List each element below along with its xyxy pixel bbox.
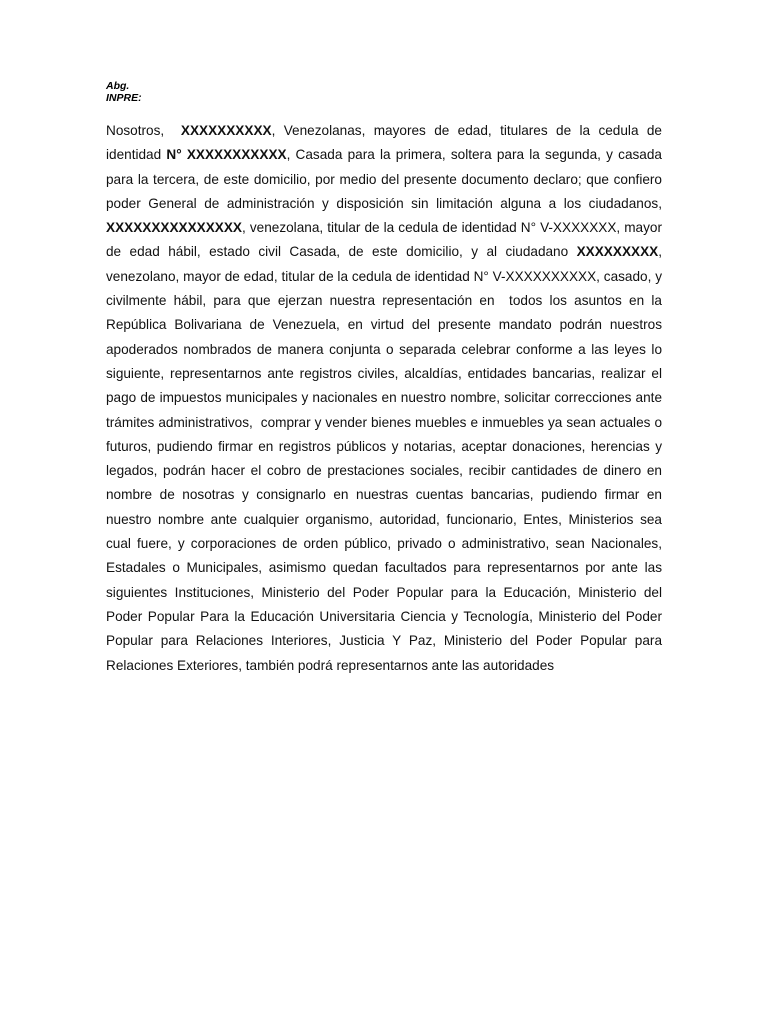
body-text-segment: , Venezolanas, mayores de edad, titulares de la cedula de identidad: [106, 123, 666, 163]
document-header: [106, 80, 142, 104]
redacted-name-attorney-2: XXXXXXXXX: [576, 244, 659, 260]
redacted-name-grantors: XXXXXXXXXX: [180, 123, 272, 138]
body-text-segment: , Casada para la primera, soltera para la segunda, y casada para la tercera, de este domicilio, por medio del presente documento declaro; que confiero poder General de administración y disposición sin limitación alguna a los ciudadanos,: [106, 147, 670, 211]
body-text-segment: , venezolana, titular de la cedula de identidad N° V-XXXXXXX, mayor de edad hábil, estado civil Casada, de este domicilio, y al ciudadano: [106, 220, 666, 260]
header-abg-label: Abg.: [106, 80, 130, 92]
redacted-name-attorney-1: XXXXXXXXXXXXXXX: [106, 220, 243, 236]
body-text-segment: Nosotros,: [106, 123, 181, 138]
document-body-paragraph: [106, 119, 670, 678]
redacted-id-number: N° XXXXXXXXXXX: [166, 147, 287, 163]
body-text-segment: , venezolano, mayor de edad, titular de la cedula de identidad N° V-XXXXXXXXXX, casado, y civilmente hábil, para que ejerzan nuestra representación en todos los asuntos en la República Bolivariana de Venezuela, en virtud del presente mandato podrán nuestros apoderados nombrados de manera conjunta o separada celebrar conforme a las leyes lo siguiente, representarnos ante registros civiles, alcaldías, entidades bancarias, realizar el pago de impuestos municipales y nacionales en nuestro nombre, solicitar correcciones ante trámites administrativos, comprar y vender bienes muebles e inmuebles ya sean actuales o futuros, pudiendo firmar en registros públicos y notarias, aceptar donaciones, herencias y legados, podrán hacer el cobro de prestaciones sociales, recibir cantidades de dinero en nombre de nosotras y consignarlo en nuestras cuentas bancarias, pudiendo firmar en nuestro nombre ante cualquier organismo, autoridad, funcionario, Entes, Ministerios sea cual fuere, y corporaciones de orden público, privado o administrativo, sean Nacionales, Estadales o Municipales, asimismo quedan facultados para representarnos por ante las siguientes Instituciones, Ministerio del Poder Popular para la Educación, Ministerio del Poder Popular Para la Educación Universitaria Ciencia y Tecnología, Ministerio del Poder Popular para Relaciones Interiores, Justicia Y Paz, Ministerio del Poder Popular para Relaciones Exteriores, también podrá representarnos ante las autoridades: [106, 244, 666, 673]
header-inpre-label: INPRE:: [106, 92, 142, 104]
